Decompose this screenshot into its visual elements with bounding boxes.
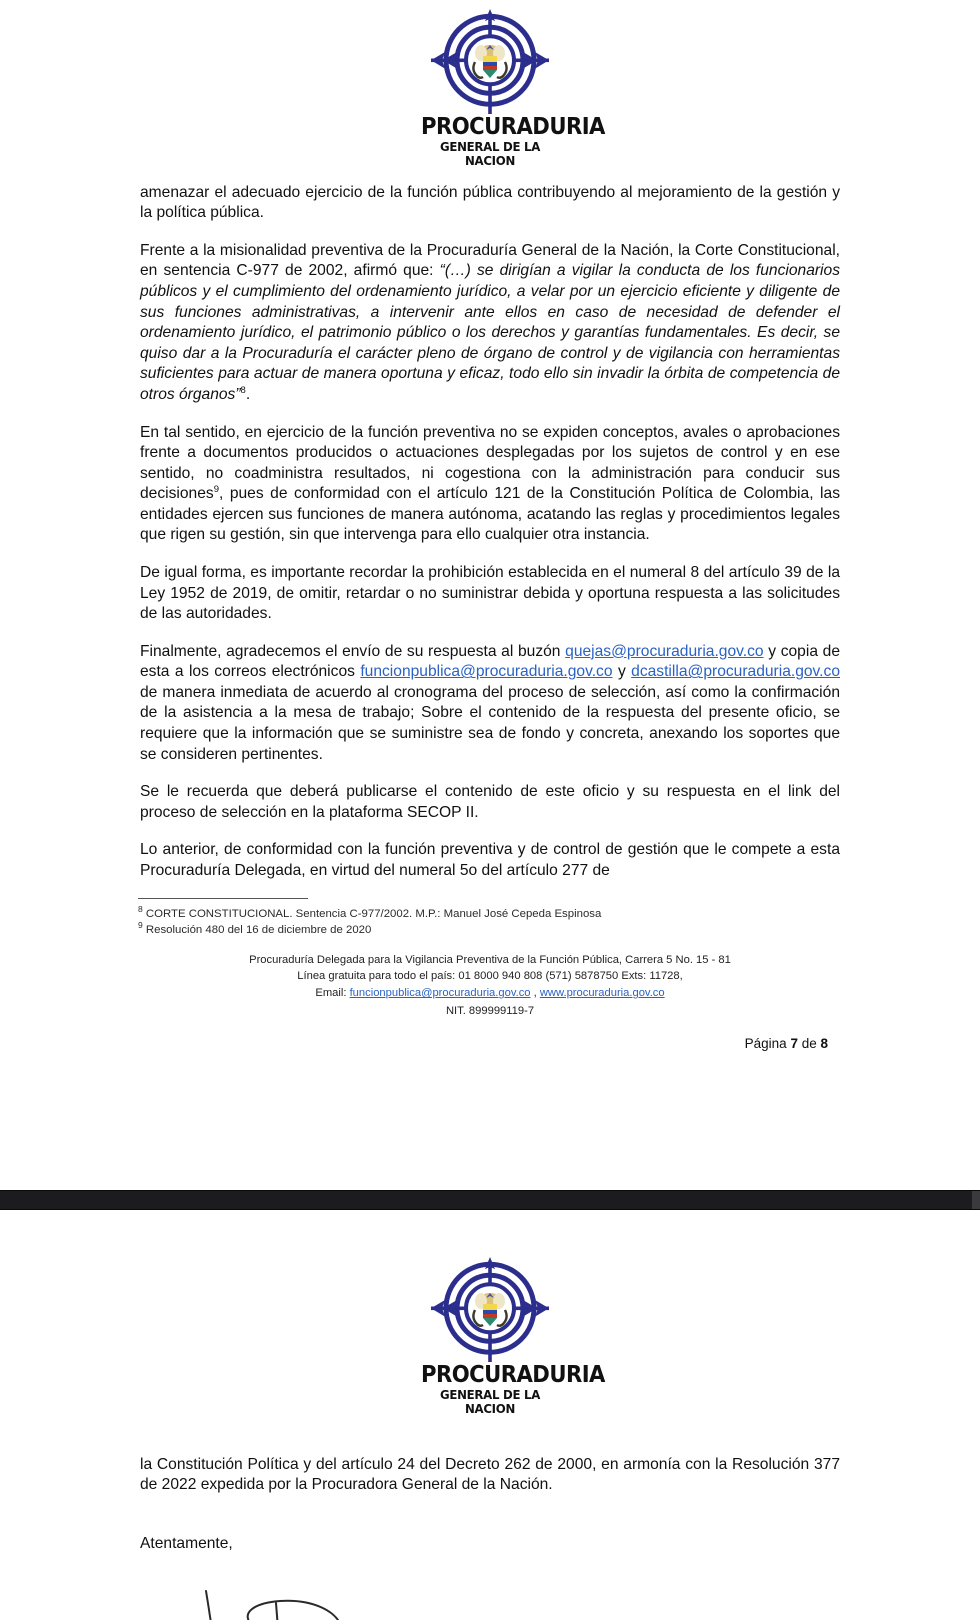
page-number-prefix: Página	[744, 1035, 791, 1051]
footer-nit: NIT. 899999119-7	[445, 1004, 535, 1017]
footnote-marker: 8	[138, 903, 143, 914]
handwritten-signature	[180, 1585, 510, 1620]
page-8-body	[0, 1417, 980, 1555]
paragraph-text-c: y	[612, 663, 632, 681]
logo-line-2: GENERAL DE LA NACION	[439, 139, 541, 169]
procuraduria-logo	[415, 1256, 605, 1417]
paragraph-constitucion-politica: la Constitución Política y del artículo 24 del Decreto 262 de 2000, en armonía con la Resolución 377 de 2022 expedida por la Procuradora General de la Nación.	[140, 1455, 840, 1494]
footer-email-link[interactable]: funcionpublica@procuraduria.gov.co	[349, 987, 531, 1000]
page-number-total: 8	[820, 1035, 828, 1051]
footnote-ref-9: 9	[213, 484, 219, 496]
paragraph-text-b: y copia de esta a los correos electrónicos	[140, 642, 841, 681]
logo-line-2: GENERAL DE LA NACION	[439, 1387, 541, 1417]
paragraph-text-a: En tal sentido, en ejercicio de la función preventiva no se expiden conceptos, avales o aprobaciones frente a documentos producidos o actuaciones desplegadas por los sujetos de control y en ese sentido, no coadministra resultados, ni cogestiona con la administración para conducir sus decisiones	[140, 423, 840, 503]
footer-website-link[interactable]: www.procuraduria.gov.co	[539, 987, 665, 1000]
footer-contact-line	[0, 985, 980, 1002]
constitutional-court-quote: “(…) se dirigían a vigilar la conducta de los funcionarios públicos y el cumplimiento del ordenamiento jurídico, a velar por un ejercicio eficiente y diligente de sus funciones administrativas, a intervenir ante ellos en caso de necesidad de defender el ordenamiento jurídico, el patrimonio público o los derechos y garantías fundamentales. Es decir, se quiso dar a la Procuraduría el carácter pleno de órgano de control y de vigilancia con herramientas suficientes para actuar de manera oportuna y eficaz, todo ello sin invadir la órbita de competencia de otros órganos”	[140, 262, 840, 403]
footnote-text: CORTE CONSTITUCIONAL. Sentencia C-977/2002. M.P.: Manuel José Cepeda Espinosa	[142, 907, 602, 920]
footer-phone: Línea gratuita para todo el país: 01 8000 940 808 (571) 5878750 Exts: 11728,	[297, 970, 683, 983]
page-7-body	[0, 169, 980, 882]
page-number-indicator	[0, 1036, 980, 1051]
document-page-8	[0, 1210, 980, 1620]
signature-area	[0, 1571, 980, 1620]
paragraph-funcion-preventiva	[140, 423, 840, 546]
paragraph-buzon-correos	[140, 642, 840, 765]
quote-tail: .	[245, 385, 251, 403]
paragraph-text-b: , pues de conformidad con el artículo 121 de la Constitución Política de Colombia, las entidades ejercen sus funciones de manera autónoma, acatando las reglas y procedimientos legales que rigen su gestión, sin que intervenga para ello cualquier otra instancia.	[140, 485, 840, 544]
email-link-dcastilla[interactable]: dcastilla@procuraduria.gov.co	[631, 663, 840, 681]
footer-address: Procuraduría Delegada para la Vigilancia Preventiva de la Función Pública, Carrera 5 No. 15 - 81	[249, 953, 731, 966]
logo-line-1: PROCURADURIA	[421, 1362, 605, 1388]
footnote-8	[138, 903, 840, 923]
email-link-funcionpublica[interactable]: funcionpublica@procuraduria.gov.co	[360, 663, 613, 681]
footnote-ref-8: 8	[240, 384, 246, 396]
footnote-marker: 9	[138, 920, 143, 931]
paragraph-text-a: Finalmente, agradecemos el envío de su respuesta al buzón	[140, 642, 566, 660]
procuraduria-emblem-icon	[415, 1256, 565, 1364]
footnote-separator-rule	[138, 898, 308, 899]
paragraph-secop: Se le recuerda que deberá publicarse el contenido de este oficio y su respuesta en el link del proceso de selección en la plataforma SECOP II.	[140, 783, 840, 821]
logo-line-1: PROCURADURIA	[421, 114, 605, 140]
page-footer	[0, 952, 980, 1020]
page-number-current: 7	[790, 1035, 798, 1051]
page-number-middle: de	[797, 1035, 821, 1051]
footer-separator: ,	[530, 987, 540, 1000]
paragraph-atentamente: Atentamente,	[140, 1534, 233, 1552]
page-header	[0, 1210, 980, 1417]
footer-email-label: Email:	[315, 987, 350, 1000]
paragraph-lead-text: Frente a la misionalidad preventiva de la Procuraduría General de la Nación, la Corte Constitucional, en sentencia C-977 de 2002, afirmó que:	[140, 241, 840, 280]
procuraduria-emblem-icon	[415, 8, 565, 116]
paragraph-prohibicion: De igual forma, es importante recordar la prohibición establecida en el numeral 8 del artículo 39 de la Ley 1952 de 2019, de omitir, retardar o no suministrar debida y oportuna respuesta a las solicitudes de las autoridades.	[140, 564, 840, 623]
page-break-divider	[0, 1190, 980, 1210]
paragraph-continuation: amenazar el adecuado ejercicio de la función pública contribuyendo al mejoramiento de la gestión y la política pública.	[140, 183, 840, 222]
footnote-text: Resolución 480 del 16 de diciembre de 2020	[142, 924, 372, 937]
email-link-quejas[interactable]: quejas@procuraduria.gov.co	[565, 642, 764, 660]
paragraph-lo-anterior: Lo anterior, de conformidad con la función preventiva y de control de gestión que le compete a esta Procuraduría Delegada, en virtud del numeral 5o del artículo 277 de	[140, 841, 840, 879]
page-header	[0, 0, 980, 169]
procuraduria-logo	[415, 8, 605, 169]
paragraph-corte-constitucional	[140, 241, 840, 406]
footnote-9	[138, 922, 840, 939]
paragraph-text-d: de manera inmediata de acuerdo al cronograma del proceso de selección, así como la confirmación de la asistencia a la mesa de trabajo; Sobre el contenido de la respuesta del presente oficio, se requiere que la información que se suministre sea de fondo y concreta, anexando los soportes que se consideren pertinentes.	[140, 683, 840, 763]
footnotes-section	[0, 898, 980, 939]
